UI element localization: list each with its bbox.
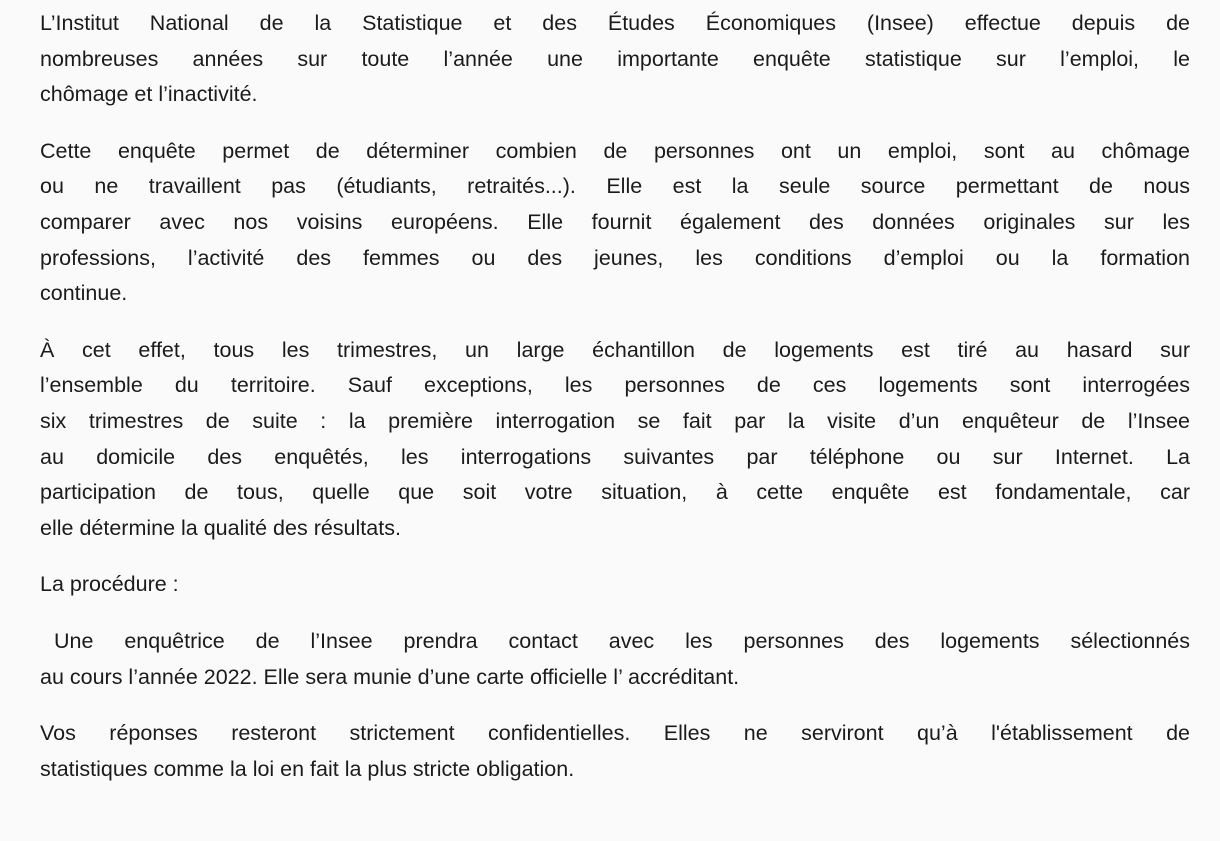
paragraph: [40, 333, 1190, 547]
text-line: L’Institut National de la Statistique et des Études Économiques (Insee) effectue depuis de: [40, 11, 1190, 35]
text-line: six trimestres de suite : la première interrogation se fait par la visite d’un enquêteur de l’Insee: [40, 408, 1190, 433]
text-line: participation de tous, quelle que soit votre situation, à cette enquête est fondamentale, car: [40, 480, 1190, 505]
text-line: au domicile des enquêtés, les interrogations suivantes par téléphone ou sur Internet. La: [40, 444, 1190, 469]
text-line: elle détermine la qualité des résultats.: [40, 515, 401, 540]
paragraph: [40, 134, 1190, 312]
text-line: l’ensemble du territoire. Sauf exceptions, les personnes de ces logements sont interrogées: [40, 373, 1190, 398]
paragraph: [40, 716, 1190, 787]
text-line: Une enquêtrice de l’Insee prendra contact avec les personnes des logements sélectionnés: [54, 628, 1190, 653]
text-line: professions, l’activité des femmes ou des jeunes, les conditions d’emploi ou la formation: [40, 245, 1190, 270]
text-line: au cours l’année 2022. Elle sera munie d’une carte officielle l’ accréditant.: [40, 664, 740, 689]
text-line: chômage et l’inactivité.: [40, 82, 258, 107]
text-line: comparer avec nos voisins européens. Elle fournit également des données originales sur les: [40, 209, 1190, 234]
paragraph: [40, 6, 1190, 113]
text-line: La procédure :: [40, 572, 179, 597]
text-line: ou ne travaillent pas (étudiants, retraités...). Elle est la seule source permettant de nous: [40, 174, 1190, 199]
text-line: À cet effet, tous les trimestres, un large échantillon de logements est tiré au hasard sur: [40, 337, 1190, 362]
text-line: statistiques comme la loi en fait la plus stricte obligation.: [40, 756, 575, 781]
text-line: nombreuses années sur toute l’année une importante enquête statistique sur l’emploi, le: [40, 46, 1190, 71]
text-line: Cette enquête permet de déterminer combien de personnes ont un emploi, sont au chômage: [40, 138, 1190, 163]
document-body: [40, 6, 1190, 808]
text-line: continue.: [40, 281, 128, 306]
paragraph: [40, 624, 1190, 695]
paragraph: [40, 567, 1190, 603]
text-line: Vos réponses resteront strictement confidentielles. Elles ne serviront qu’à l'établissement de: [40, 721, 1190, 746]
